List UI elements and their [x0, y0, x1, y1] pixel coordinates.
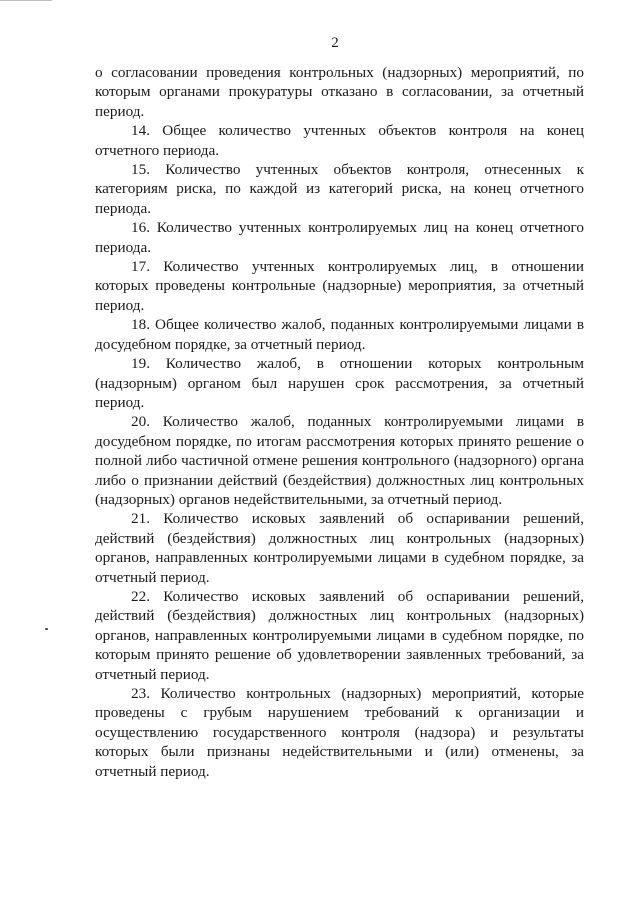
- paragraph-continuation: о согласовании проведения контрольных (надзорных) мероприятий, по которым органами прокуратуры отказано в согласовании, за отчетный период.: [95, 64, 584, 120]
- page-number: 2: [331, 35, 339, 51]
- paragraph-item-23: 23. Количество контрольных (надзорных) мероприятий, которые проведены с грубым нарушением требований к организации и осуществлению государственного контроля (надзора) и результаты которых были признаны недействительными и (или) отменены, за отчетный период.: [95, 685, 584, 780]
- paragraph-item-16: 16. Количество учтенных контролируемых лиц на конец отчетного периода.: [95, 219, 584, 256]
- document-body: [95, 63, 584, 781]
- scan-speck: [45, 628, 48, 630]
- paragraph-item-20: 20. Количество жалоб, поданных контролируемыми лицами в досудебном порядке, по итогам рассмотрения которых принято решение о полной либо частичной отмене решения контрольного (надзорного) органа либо о признании действий (бездействия) должностных лиц контрольных (надзорных) органов недействительными, за отчетный период.: [95, 413, 584, 508]
- paragraph-item-14: 14. Общее количество учтенных объектов контроля на конец отчетного периода.: [95, 122, 584, 159]
- paragraph-item-21: 21. Количество исковых заявлений об оспаривании решений, действий (бездействия) должностных лиц контрольных (надзорных) органов, направленных контролируемыми лицами в судебном порядке, за отчетный период.: [95, 510, 584, 586]
- paragraph-item-19: 19. Количество жалоб, в отношении которых контрольным (надзорным) органом был нарушен срок рассмотрения, за отчетный период.: [95, 355, 584, 411]
- paragraph-item-22: 22. Количество исковых заявлений об оспаривании решений, действий (бездействия) должностных лиц контрольных (надзорных) органов, направленных контролируемыми лицами в судебном порядке, по которым принято решение об удовлетворении заявленных требований, за отчетный период.: [95, 587, 584, 683]
- paragraph-item-18: 18. Общее количество жалоб, поданных контролируемыми лицами в досудебном порядке, за отчетный период.: [95, 316, 584, 353]
- paragraph-item-17: 17. Количество учтенных контролируемых лиц, в отношении которых проведены контрольные (надзорные) мероприятия, за отчетный период.: [95, 258, 584, 314]
- paragraph-item-15: 15. Количество учтенных объектов контроля, отнесенных к категориям риска, по каждой из категорий риска, на конец отчетного периода.: [95, 161, 584, 217]
- top-edge-line: [0, 0, 52, 1]
